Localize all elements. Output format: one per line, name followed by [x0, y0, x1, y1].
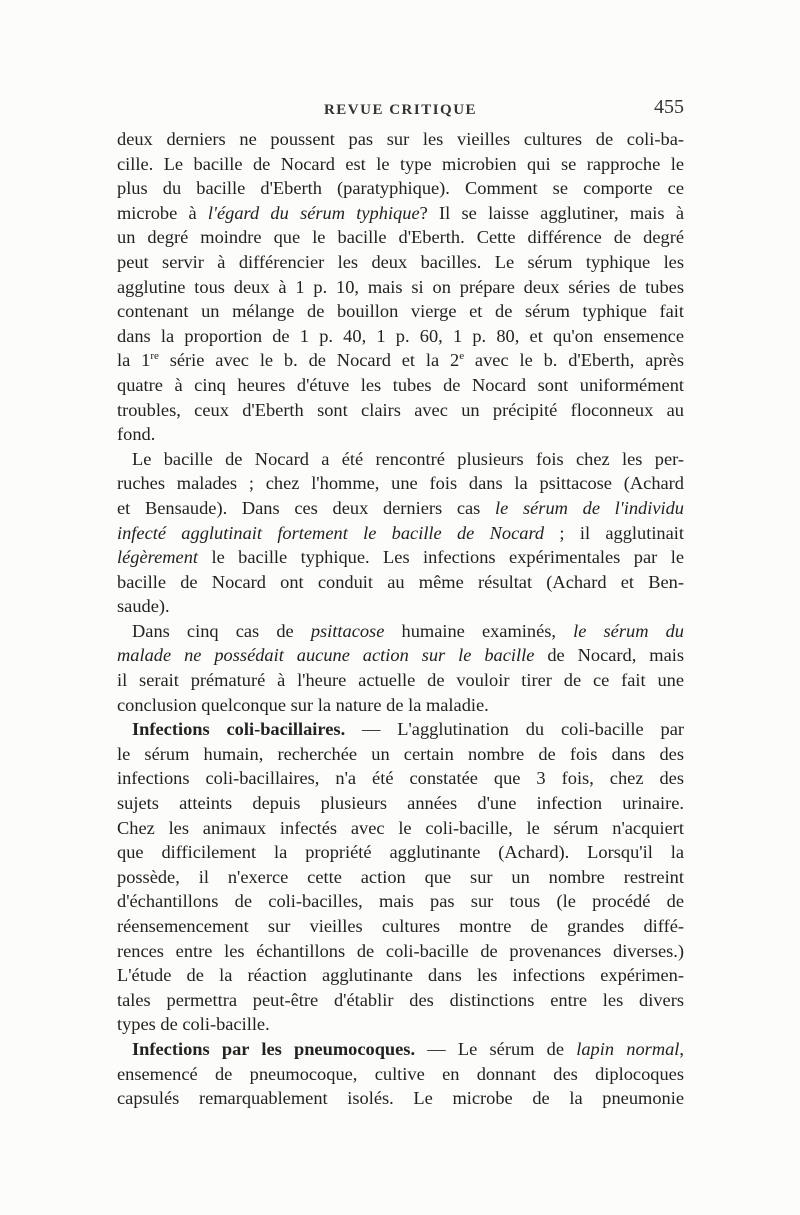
text-segment: un degré moindre que le bacille d'Eberth. Cette différence de degré — [117, 227, 684, 248]
text-line — [117, 225, 684, 250]
text-line — [117, 816, 684, 841]
text-segment: légèrement — [117, 547, 199, 568]
text-line — [117, 865, 684, 890]
text-segment: — L'agglutination du coli-bacille par — [345, 719, 684, 740]
text-line — [117, 643, 684, 668]
text-line — [117, 176, 684, 201]
text-segment: ; il agglutinait — [544, 522, 684, 543]
text-segment: que difficilement la propriété agglutinante (Achard). Lorsqu'il la — [117, 842, 684, 863]
text-line — [117, 619, 684, 644]
text-segment: saude). — [117, 596, 170, 617]
text-line — [117, 250, 684, 275]
text-segment: humaine examinés, — [384, 620, 574, 641]
text-segment: — Le sérum de — [415, 1038, 577, 1059]
text-segment: re — [150, 350, 159, 363]
running-title: REVUE CRITIQUE — [323, 102, 478, 118]
text-segment: tales permettra peut-être d'établir des distinctions entre les divers — [117, 989, 684, 1010]
text-segment: types de coli-bacille. — [117, 1014, 270, 1035]
text-line — [117, 324, 684, 349]
text-segment: conclusion quelconque sur la nature de la maladie. — [117, 694, 489, 715]
text-segment: ? Il se laisse agglutiner, mais à — [419, 202, 684, 223]
text-segment: la 1 — [117, 350, 151, 371]
text-line — [117, 422, 684, 447]
text-line — [117, 1062, 684, 1087]
text-segment: , — [679, 1038, 685, 1059]
text-line — [117, 496, 684, 521]
page-header — [117, 96, 684, 126]
text-segment: série avec le b. de Nocard et la 2 — [158, 350, 460, 371]
text-segment: psittacose — [310, 620, 385, 641]
text-segment: deux derniers ne poussent pas sur les vieilles cultures de coli-ba- — [117, 129, 684, 149]
text-line — [117, 939, 684, 964]
text-segment: plus du bacille d'Eberth (paratyphique). Comment se comporte ce — [117, 178, 684, 199]
text-line — [117, 447, 684, 472]
text-line — [117, 594, 684, 619]
text-line — [117, 275, 684, 300]
text-segment: Infections coli-bacillaires. — [132, 719, 346, 740]
text-line — [117, 766, 684, 791]
text-line — [117, 127, 684, 152]
text-line — [117, 570, 684, 595]
text-segment: infecté agglutinait fortement le bacille de Nocard — [117, 522, 545, 543]
text-line — [117, 201, 684, 226]
text-segment: troubles, ceux d'Eberth sont clairs avec un précipité floconneux au — [117, 399, 684, 420]
text-segment: capsulés remarquablement isolés. Le microbe de la pneumonie — [117, 1088, 684, 1109]
text-segment: de Nocard, mais — [534, 645, 684, 666]
text-segment: réensemencement sur vieilles cultures montre de grandes diffé- — [117, 916, 684, 936]
text-line — [117, 963, 684, 988]
text-line — [117, 521, 684, 546]
text-line — [117, 840, 684, 865]
text-line — [117, 348, 684, 373]
text-segment: contenant un mélange de bouillon vierge et de sérum typhique fait — [117, 301, 684, 322]
text-segment: malade ne possédait aucune action sur le bacille — [117, 645, 535, 666]
text-segment: sujets atteints depuis plusieurs années d'une infection urinaire. — [117, 793, 684, 814]
text-segment: rences entre les échantillons de coli-bacille de provenances diverses.) — [117, 940, 684, 961]
page-number: 455 — [654, 96, 684, 118]
text-segment: possède, il n'exerce cette action que sur un nombre restreint — [117, 866, 684, 887]
text-segment: ensemencé de pneumocoque, cultive en donnant des diplocoques — [117, 1063, 684, 1084]
text-segment: le sérum de l'individu — [495, 497, 684, 518]
text-line — [117, 373, 684, 398]
text-line — [117, 988, 684, 1013]
text-segment: il serait prématuré à l'heure actuelle de vouloir tirer de ce fait une — [117, 670, 684, 691]
text-segment: et Bensaude). Dans ces deux derniers cas — [117, 497, 496, 518]
text-line — [117, 668, 684, 693]
text-line — [117, 398, 684, 423]
text-line — [117, 1012, 684, 1037]
text-segment: bacille de Nocard ont conduit au même résultat (Achard et Ben- — [117, 571, 684, 592]
text-segment: le sérum humain, recherchée un certain nombre de fois dans des — [117, 743, 684, 764]
text-segment: cille. Le bacille de Nocard est le type microbien qui se rapproche le — [117, 153, 684, 174]
text-segment: le bacille typhique. Les infections expérimentales par le — [198, 547, 684, 568]
text-segment: L'étude de la réaction agglutinante dans les infections expérimen- — [117, 965, 684, 986]
text-segment: lapin normal — [576, 1038, 680, 1059]
text-segment: ruches malades ; chez l'homme, une fois dans la psittacose (Achard — [117, 473, 684, 494]
text-line — [117, 299, 684, 324]
text-segment: quatre à cinq heures d'étuve les tubes de Nocard sont uniformément — [117, 374, 684, 395]
body-text — [117, 127, 684, 1111]
text-segment: dans la proportion de 1 p. 40, 1 p. 60, 1 p. 80, et qu'on ensemence — [117, 325, 684, 346]
text-line — [117, 693, 684, 718]
text-segment: agglutine tous deux à 1 p. 10, mais si on prépare deux séries de tubes — [117, 276, 684, 297]
text-segment: Chez les animaux infectés avec le coli-bacille, le sérum n'acquiert — [117, 817, 684, 838]
text-line — [117, 1086, 684, 1111]
text-segment: le sérum du — [573, 620, 684, 641]
text-line — [117, 742, 684, 767]
text-segment: peut servir à différencier les deux bacilles. Le sérum typhique les — [117, 251, 684, 272]
text-line — [117, 545, 684, 570]
text-line — [117, 889, 684, 914]
text-segment: l'égard du sérum typhique — [207, 202, 420, 223]
text-line — [117, 152, 684, 177]
text-segment: Dans cinq cas de — [132, 620, 311, 641]
text-segment: avec le b. d'Eberth, après — [464, 350, 684, 371]
text-segment: e — [459, 350, 465, 363]
text-line — [117, 717, 684, 742]
text-segment: Infections par les pneumocoques. — [132, 1038, 416, 1059]
text-segment: fond. — [117, 424, 156, 445]
text-segment: infections coli-bacillaires, n'a été constatée que 3 fois, chez des — [117, 768, 684, 789]
text-line — [117, 914, 684, 939]
text-segment: Le bacille de Nocard a été rencontré plusieurs fois chez les per- — [132, 448, 684, 469]
text-line — [117, 791, 684, 816]
text-segment: microbe à — [117, 202, 208, 223]
text-segment: d'échantillons de coli-bacilles, mais pas sur tous (le procédé de — [117, 891, 684, 912]
text-line — [117, 1037, 684, 1062]
text-line — [117, 471, 684, 496]
